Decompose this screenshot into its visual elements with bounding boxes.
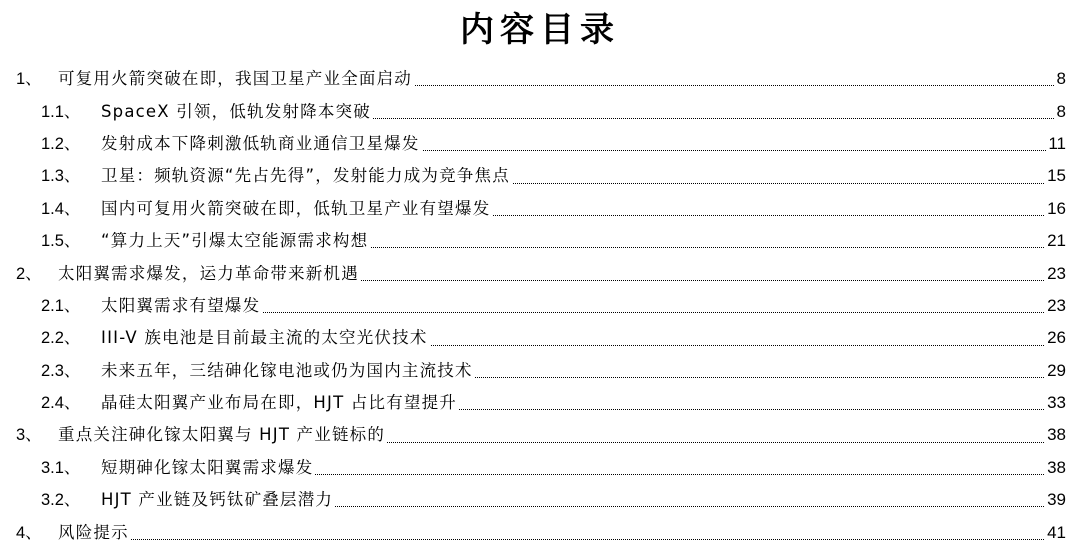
toc-page-number: 39 <box>1047 490 1066 510</box>
toc-entry-number: 2.3、 <box>41 361 81 380</box>
toc-leader-dots <box>58 538 1058 540</box>
toc-page-number: 26 <box>1047 328 1066 348</box>
toc-entry-1[interactable] <box>0 63 1080 95</box>
toc-entry-1-2[interactable] <box>0 128 1080 160</box>
toc-entry-2[interactable] <box>0 257 1080 289</box>
toc-entry-1-4[interactable] <box>0 193 1080 225</box>
toc-entry-label: 晶硅太阳翼产业布局在即，HJT 占比有望提升 <box>101 393 457 413</box>
toc-entry-number: 1.3、 <box>41 167 81 186</box>
toc-entry-label: 太阳翼需求有望爆发 <box>101 295 261 315</box>
toc-page-number: 23 <box>1047 295 1066 315</box>
toc-page-number: 21 <box>1047 231 1066 251</box>
toc-entry-2-1[interactable] <box>0 290 1080 322</box>
toc-page-number: 38 <box>1047 425 1066 445</box>
toc-entry-number: 2、 <box>16 264 42 283</box>
toc-entry-number: 3.2、 <box>41 491 81 510</box>
toc-entry-label: 未来五年，三结砷化镓电池或仍为国内主流技术 <box>101 360 473 380</box>
toc-entry-number: 2.4、 <box>41 394 81 413</box>
toc-entry-label: 可复用火箭突破在即，我国卫星产业全面启动 <box>58 69 412 89</box>
toc-entry-1-1[interactable] <box>0 95 1080 127</box>
toc-entry-2-3[interactable] <box>0 355 1080 387</box>
toc-entry-number: 1.5、 <box>41 232 81 251</box>
toc-entry-4[interactable] <box>0 516 1080 548</box>
toc-entry-number: 1.4、 <box>41 199 81 218</box>
toc-entry-label: 短期砷化镓太阳翼需求爆发 <box>101 457 314 477</box>
toc-entry-number: 3.1、 <box>41 458 81 477</box>
toc-entry-label: 卫星：频轨资源“先占先得”，发射能力成为竞争焦点 <box>101 166 510 186</box>
toc-page-number: 33 <box>1047 393 1066 413</box>
toc-entry-label: 重点关注砷化镓太阳翼与 HJT 产业链标的 <box>58 425 386 445</box>
toc-page-number: 11 <box>1048 133 1066 153</box>
toc-entry-1-3[interactable] <box>0 160 1080 192</box>
toc-entry-label: SpaceX 引领，低轨发射降本突破 <box>101 101 371 121</box>
toc-entry-number: 1、 <box>16 70 42 89</box>
toc-entry-3-2[interactable] <box>0 484 1080 516</box>
toc-entry-number: 4、 <box>16 523 42 542</box>
toc-page-number: 29 <box>1047 360 1066 380</box>
toc-page-number: 23 <box>1047 263 1066 283</box>
toc-page-number: 8 <box>1056 69 1066 89</box>
toc-entry-3-1[interactable] <box>0 452 1080 484</box>
toc-entry-number: 1.1、 <box>41 102 81 121</box>
toc-entry-label: 太阳翼需求爆发，运力革命带来新机遇 <box>58 263 359 283</box>
toc-entry-label: 发射成本下降刺激低轨商业通信卫星爆发 <box>101 133 420 153</box>
toc-page-number: 41 <box>1047 522 1066 542</box>
toc-page-number: 15 <box>1047 166 1066 186</box>
toc-entry-1-5[interactable] <box>0 225 1080 257</box>
toc-entry-label: 国内可复用火箭突破在即，低轨卫星产业有望爆发 <box>101 198 491 218</box>
toc-page-number: 16 <box>1047 198 1066 218</box>
toc-entry-label: HJT 产业链及钙钛矿叠层潜力 <box>101 490 334 510</box>
toc-entry-number: 2.1、 <box>41 296 81 315</box>
toc-page-number: 8 <box>1056 101 1066 121</box>
toc-entry-label: 风险提示 <box>58 522 129 542</box>
toc-entry-number: 3、 <box>16 426 42 445</box>
toc-entry-label: “算力上天”引爆太空能源需求构想 <box>101 231 369 251</box>
toc-entry-number: 2.2、 <box>41 329 81 348</box>
toc-entry-2-2[interactable] <box>0 322 1080 354</box>
toc-entry-2-4[interactable] <box>0 387 1080 419</box>
toc-entry-label: III-V 族电池是目前最主流的太空光伏技术 <box>101 328 428 348</box>
toc-page-number: 38 <box>1047 457 1066 477</box>
toc-title: 内容目录 <box>460 10 620 50</box>
toc-list <box>0 63 1080 549</box>
toc-entry-3[interactable] <box>0 419 1080 451</box>
toc-entry-number: 1.2、 <box>41 134 81 153</box>
